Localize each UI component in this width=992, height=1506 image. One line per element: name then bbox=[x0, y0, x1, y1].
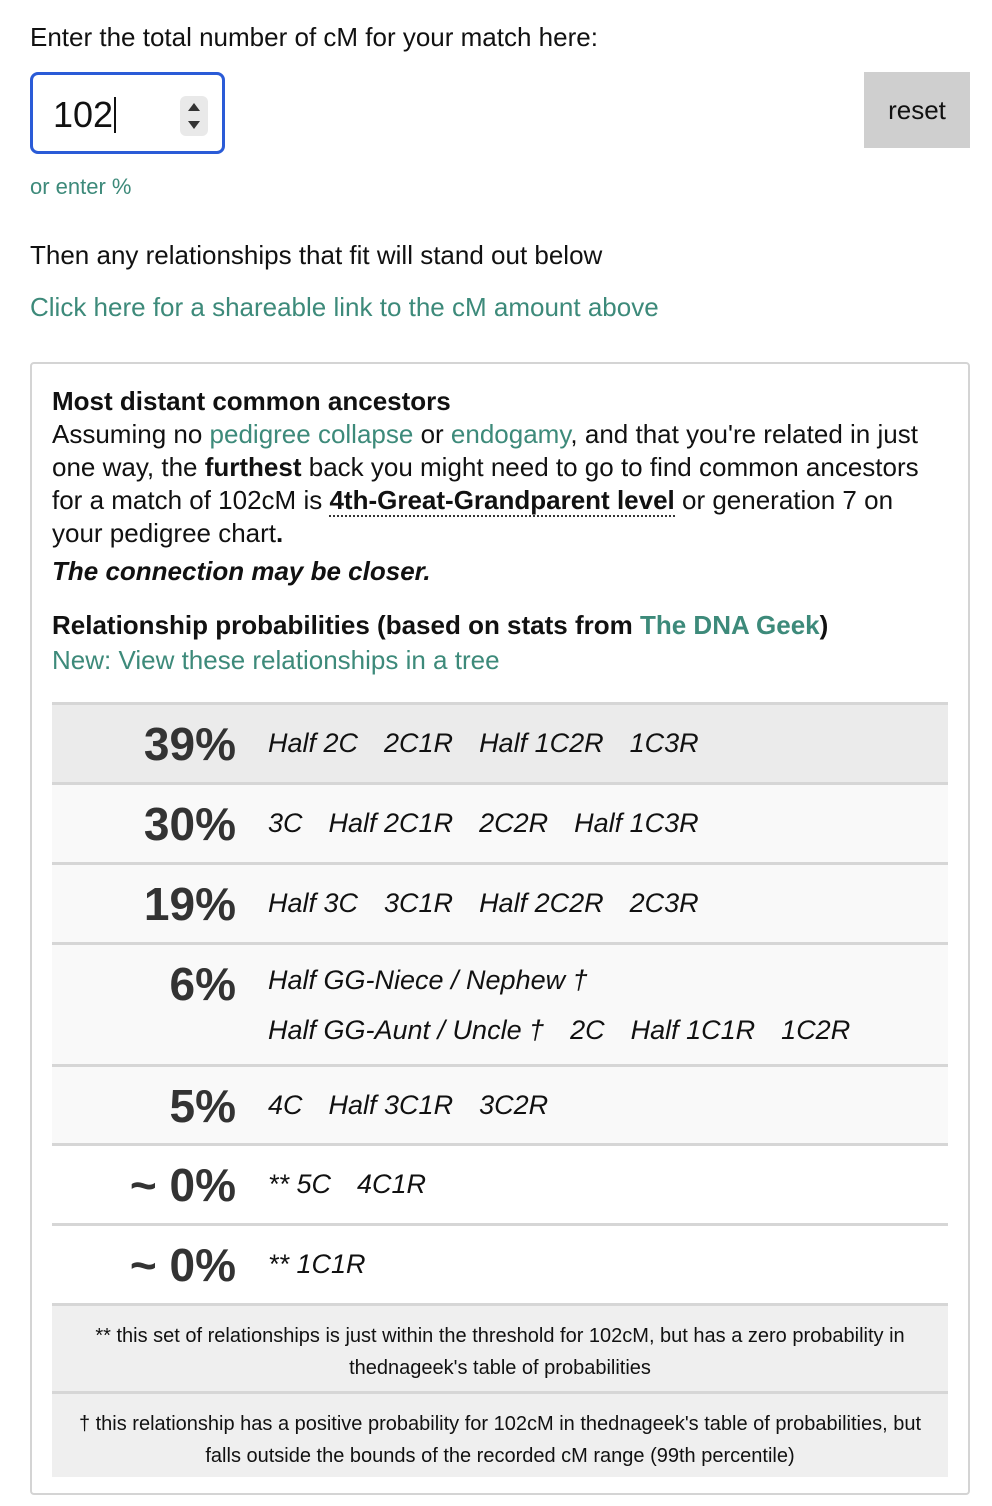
relationship-item[interactable]: Half 2C bbox=[268, 728, 359, 758]
enter-percent-link[interactable]: or enter % bbox=[30, 174, 132, 199]
stepper-up-icon[interactable] bbox=[188, 103, 200, 111]
relationship-item[interactable]: Half 3C bbox=[268, 888, 359, 918]
reset-button[interactable]: reset bbox=[864, 72, 970, 148]
stepper-down-icon[interactable] bbox=[188, 121, 200, 129]
relationship-item[interactable]: 3C2R bbox=[479, 1090, 549, 1120]
relationship-item[interactable]: Half 2C1R bbox=[328, 808, 454, 838]
relationship-item[interactable]: ** 1C1R bbox=[268, 1249, 366, 1279]
cm-input-value[interactable]: 102 bbox=[53, 95, 116, 135]
number-stepper[interactable] bbox=[180, 96, 208, 136]
relationship-item[interactable]: 1C3R bbox=[629, 728, 699, 758]
probability-value: ~ 0% bbox=[129, 1239, 236, 1291]
probability-value: 6% bbox=[169, 958, 236, 1010]
table-row bbox=[52, 702, 948, 782]
dagger-footnote: † this relationship has a positive probability for 102cM in thednageek's table of probabilities, but falls outside the bounds of the recorded cM range (99th percentile) bbox=[52, 1391, 948, 1477]
probability-value: ~ 0% bbox=[129, 1159, 236, 1211]
results-panel bbox=[30, 362, 970, 1495]
relationship-item[interactable]: 2C3R bbox=[629, 888, 699, 918]
relationship-item[interactable]: 2C bbox=[570, 1015, 605, 1045]
ancestor-level[interactable]: 4th-Great-Grandparent level bbox=[329, 485, 675, 515]
relationship-item[interactable]: Half GG-Aunt / Uncle † bbox=[268, 1015, 545, 1045]
relationship-item[interactable]: Half 1C1R bbox=[630, 1015, 756, 1045]
text-caret bbox=[114, 97, 116, 133]
probability-table bbox=[52, 702, 948, 1477]
mdca-description: Assuming no pedigree collapse or endogamy, and that you're related in just one way, the furthest back you might need to go to find common ancestors for a match of 102cM is 4th-Great-Grandparent level or generation 7 on your pedigree chart. bbox=[52, 419, 919, 548]
closer-note: The connection may be closer. bbox=[52, 556, 431, 586]
relationship-item[interactable]: 1C2R bbox=[781, 1015, 851, 1045]
cm-input[interactable] bbox=[30, 72, 225, 154]
table-row bbox=[52, 1064, 948, 1143]
cm-prompt-label: Enter the total number of cM for your match here: bbox=[30, 22, 598, 52]
table-row bbox=[52, 862, 948, 942]
relationship-item[interactable]: Half GG-Niece / Nephew † bbox=[268, 965, 588, 995]
relationship-item[interactable]: Half 1C2R bbox=[479, 728, 604, 758]
relationship-item[interactable]: 3C bbox=[268, 808, 303, 838]
endogamy-link[interactable]: endogamy bbox=[450, 419, 571, 449]
relationship-item[interactable]: Half 1C3R bbox=[574, 808, 699, 838]
relationship-item[interactable]: 4C1R bbox=[357, 1169, 427, 1199]
table-row bbox=[52, 1223, 948, 1303]
relationship-item[interactable]: 4C bbox=[268, 1090, 303, 1120]
probability-value: 30% bbox=[143, 798, 236, 850]
pedigree-collapse-link[interactable]: pedigree collapse bbox=[209, 419, 414, 449]
asterisk-footnote: ** this set of relationships is just within the threshold for 102cM, but has a zero probability in thednageek's table of probabilities bbox=[52, 1303, 948, 1391]
shareable-link[interactable]: Click here for a shareable link to the cM amount above bbox=[30, 292, 659, 322]
probability-value: 5% bbox=[169, 1080, 236, 1132]
table-row bbox=[52, 942, 948, 1064]
relationship-item[interactable]: Half 3C1R bbox=[328, 1090, 454, 1120]
dna-geek-link[interactable]: The DNA Geek bbox=[639, 610, 820, 640]
tree-view-link[interactable]: New: View these relationships in a tree bbox=[52, 645, 500, 675]
table-row bbox=[52, 1143, 948, 1223]
probability-value: 19% bbox=[143, 878, 236, 930]
relationship-item[interactable]: 2C2R bbox=[479, 808, 549, 838]
probabilities-heading: Relationship probabilities (based on stats from The DNA Geek) bbox=[52, 610, 829, 640]
probability-value: 39% bbox=[143, 718, 236, 770]
table-row bbox=[52, 782, 948, 862]
relationship-item[interactable]: Half 2C2R bbox=[479, 888, 604, 918]
relationship-item[interactable]: 3C1R bbox=[384, 888, 454, 918]
relationship-item[interactable]: ** 5C bbox=[268, 1169, 332, 1199]
mdca-heading: Most distant common ancestors bbox=[52, 386, 451, 416]
instruction-text: Then any relationships that fit will stand out below bbox=[30, 240, 603, 270]
relationship-item[interactable]: 2C1R bbox=[384, 728, 454, 758]
